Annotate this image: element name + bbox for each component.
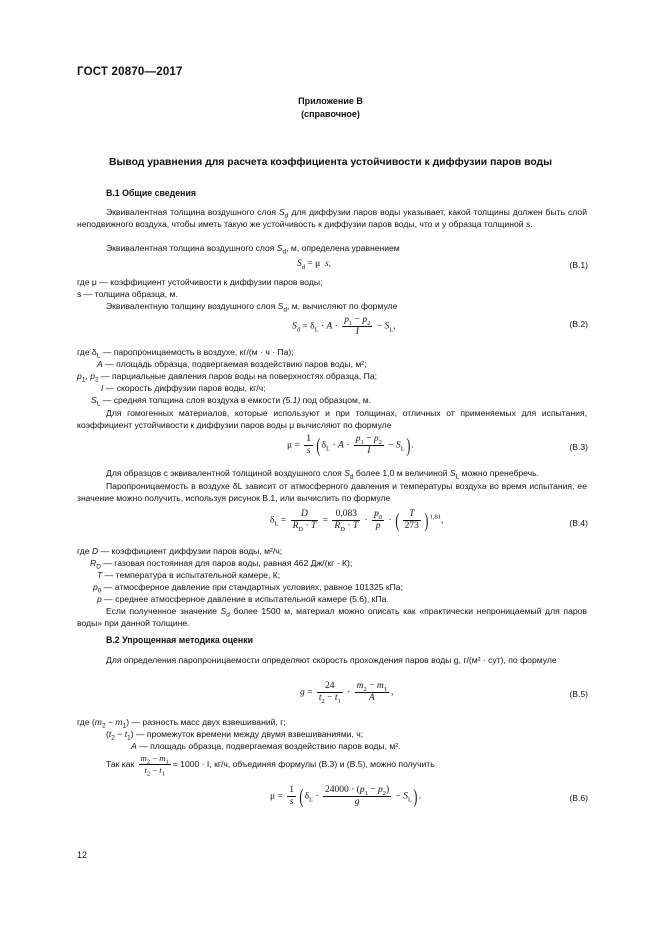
paragraph-combining-formulas: Так как $\frac{m_2 - m_1}{t_2 - t_1}$ = 1000 · I, кг/ч, объединяя формулы (В.3) и (В.5), можно получить: [106, 753, 435, 778]
definition-diffusion-rate: I — скорость диффузии паров воды, кг/ч;: [101, 383, 266, 393]
definition-mass-difference: где $(m_2 - m_1)$ — разность масс двух взвешиваний, г;: [77, 717, 286, 730]
paragraph-vapor-rate: Для определения паропроницаемости определяют скорость прохождения паров воды g, г/(м² · сут), по формуле: [106, 655, 557, 665]
paragraph-impermeable: Если полученное значение $S_d$ более 1500 м, материал можно описать как «практически непроницаемый для паров воды» при данной толщине.: [77, 606, 587, 628]
document-code: ГОСТ 20870—2017: [77, 66, 183, 78]
equation-b5: g = $\frac{24}{t_2 - t_1}$ · $\frac{m_2 - m_1}{A}$ ,: [300, 681, 394, 705]
paragraph-equivalent-thickness: Эквивалентная толщина воздушного слоя $S_d$ для диффузии паров воды указывает, какой толщины должен быть слой неподвижного воздуха, чтобы иметь такую же устойчивость к диффузии паров воды, что и у образца толщиной s.: [77, 207, 587, 229]
definition-diffusion-coefficient: где D — коэффициент диффузии паров воды, м²/ч;: [77, 546, 283, 556]
main-title: Вывод уравнения для расчета коэффициента устойчивости к диффузии паров воды: [108, 157, 553, 168]
definition-air-layer: $S_L$ — средняя толщина слоя воздуха в емкости (5.1) под образцом, м.: [91, 395, 371, 408]
equation-number-b1: (В.1): [569, 260, 588, 270]
equation-b4: $\delta_L$ = $\frac{D}{R_D \cdot T}$ = $\frac{0,083}{R_D \cdot T}$ · $\frac{p_0}{p}$ · ( $\frac{T}{273}$ )$^{1,81}$,: [270, 509, 444, 533]
equation-b6: μ = $\frac{1}{s}$ ($\delta_L$ · $\frac{24000 \cdot (p_1 - p_2)}{g}$ − $S_L$).: [270, 785, 422, 808]
definition-gas-constant: $R_D$ — газовая постоянная для паров воды, равная 462 Дж/(кг · К);: [90, 558, 353, 571]
definition-delta: где $\delta_L$ — паропроницаемость в воздухе, кг/(м · ч · Па);: [77, 347, 294, 360]
paragraph-permeability-air: Паропроницаемость в воздухе δL зависит от атмосферного давления и температуры воздуха во время испытания, ее значение можно получить, используя рисунок В.1, или вычислить по формуле: [77, 481, 587, 503]
definition-time-interval: $(t_2 - t_1)$ — промежуток времени между двумя взвешиваниями, ч;: [106, 729, 364, 742]
definition-mean-pressure: p — среднее атмосферное давление в испытательной камере (5.6), кПа.: [97, 594, 389, 604]
page-number: 12: [77, 850, 88, 860]
definition-temperature: T — температура в испытательной камере, К;: [97, 570, 281, 580]
equation-number-b4: (В.4): [569, 518, 588, 528]
appendix-subtitle: (справочное): [301, 109, 360, 119]
section-heading-b1: В.1 Общие сведения: [106, 188, 196, 198]
equation-b3: μ = $\frac{1}{s}$ ($\delta_L \cdot A$ · $\frac{p_1 - p_2}{I}$ − $S_L$).: [287, 434, 414, 457]
equation-b1: $S_d = \mu$ s,: [297, 259, 332, 271]
section-heading-b2: В.2 Упрощенная методика оценки: [106, 635, 254, 645]
paragraph-sd-formula-intro: Эквивалентную толщину воздушного слоя $S_d$, м, вычисляют по формуле: [106, 301, 398, 314]
equation-number-b3: (В.3): [569, 442, 588, 452]
definition-s: s — толщина образца, м.: [77, 289, 178, 299]
equation-number-b6: (В.6): [569, 793, 588, 803]
equation-number-b5: (В.5): [569, 689, 588, 699]
definition-sample-area: A — площадь образца, подвергаемая воздействию паров воды, м².: [131, 741, 401, 751]
definition-area: A — площадь образца, подвергаемая воздействию паров воды, м²;: [97, 359, 367, 369]
equation-b2: $S_d = \delta_L \cdot A$ · $\frac{p_1 - p_2}{I}$ − $S_L$,: [292, 315, 396, 337]
definition-partial-pressures: $p_1$, $p_2$ — парциальные давления паров воды на поверхностях образца, Па;: [77, 371, 377, 384]
paragraph-homogeneous-materials: Для гомогенных материалов, которые используют и при толщинах, отличных от применяемых для испытания, коэффициент устойчивости к диффузии паров воды μ вычисляют по формуле: [77, 408, 587, 430]
definition-mu: где μ — коэффициент устойчивости к диффузии паров воды;: [77, 277, 323, 287]
definition-standard-pressure: $p_0$ — атмосферное давление при стандартных условиях, равное 101325 кПа;: [93, 582, 403, 595]
appendix-title: Приложение В: [298, 96, 363, 106]
paragraph-sd-threshold: Для образцов с эквивалентной толщиной воздушного слоя $S_d$ более 1,0 м величиной $S_L$ можно пренебречь.: [106, 468, 539, 481]
paragraph-equation-intro: Эквивалентная толщина воздушного слоя $S_d$, м, определена уравнением: [106, 243, 400, 256]
equation-number-b2: (В.2): [569, 319, 588, 329]
